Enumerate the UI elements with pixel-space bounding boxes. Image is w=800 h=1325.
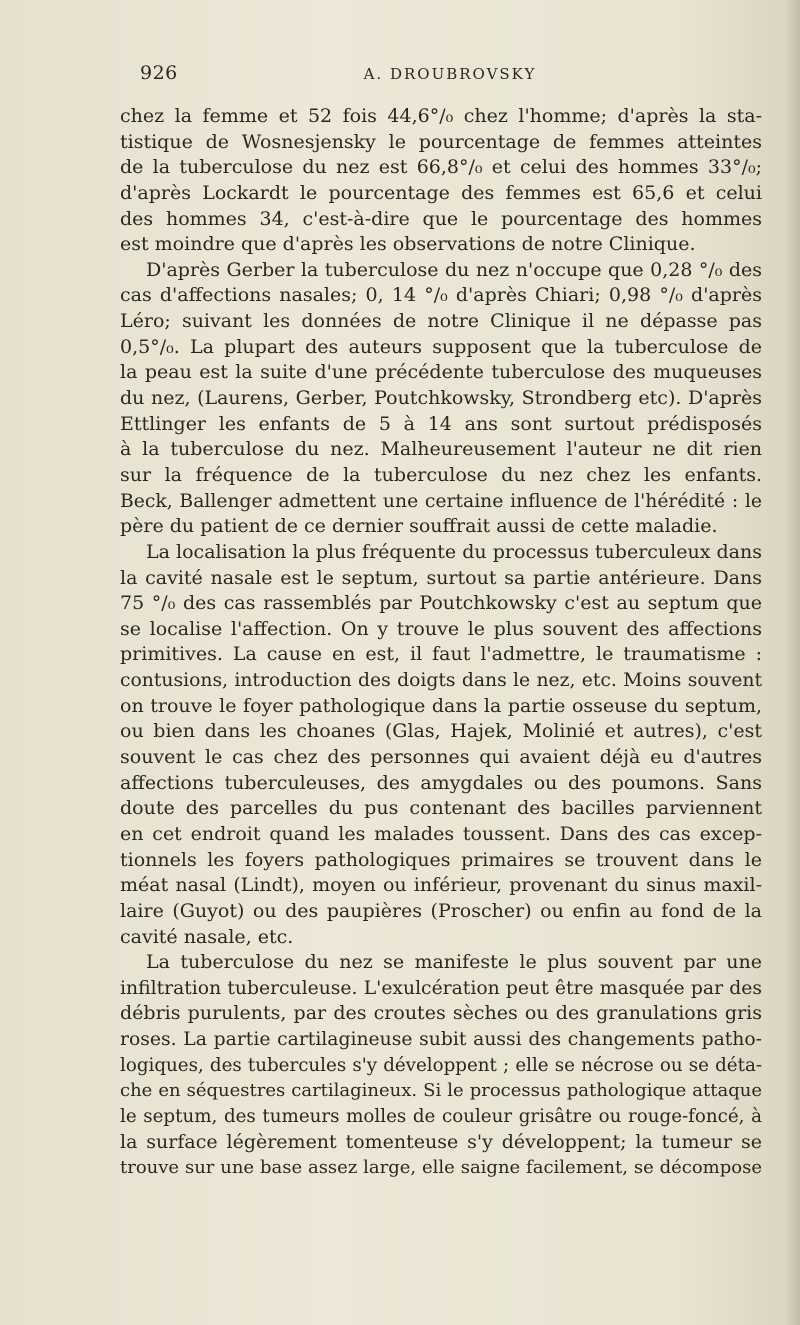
text-line: logiques, des tubercules s'y développent ; elle se nécrose ou se déta- (120, 1054, 762, 1076)
text-line: affections tuberculeuses, des amygdales ou des poumons. Sans (120, 771, 762, 794)
text-line: de la tuberculose du nez est 66,8°/₀ et celui des hommes 33°/₀; (120, 156, 762, 179)
page-number: 926 (140, 62, 178, 84)
text-line: laire (Guyot) ou des paupières (Proscher) ou enfin au fond de la (120, 899, 762, 922)
text-line: 0,5°/₀. La plupart des auteurs supposent que la tuberculose de (120, 335, 762, 358)
text-line: débris purulents, par des croutes sèches ou des granulations gris (120, 1002, 762, 1025)
text-line: Léro; suivant les données de notre Clinique il ne dépasse pas (120, 310, 762, 333)
text-line: la surface légèrement tomenteuse s'y développent; la tumeur se (120, 1130, 762, 1153)
text-line: méat nasal (Lindt), moyen ou inférieur, provenant du sinus maxil- (120, 874, 762, 897)
text-line: la cavité nasale est le septum, surtout sa partie antérieure. Dans (120, 566, 762, 589)
text-line: doute des parcelles du pus contenant des bacilles parviennent (120, 797, 762, 820)
text-line: chez la femme et 52 fois 44,6°/₀ chez l'homme; d'après la sta- (120, 105, 762, 127)
text-line: La tuberculose du nez se manifeste le plus souvent par une (146, 951, 762, 974)
text-line: on trouve le foyer pathologique dans la partie osseuse du septum, (120, 694, 762, 717)
text-line: infiltration tuberculeuse. L'exulcération peut être masquée par des (120, 977, 762, 999)
text-line: à la tuberculose du nez. Malheureusement l'auteur ne dit rien (120, 438, 762, 461)
text-line: du nez, (Laurens, Gerber, Poutchkowsky, Strondberg etc). D'après (120, 387, 762, 410)
text-line: cavité nasale, etc. (120, 925, 294, 948)
text-line: contusions, introduction des doigts dans le nez, etc. Moins souvent (120, 670, 762, 692)
text-line: Ettlinger les enfants de 5 à 14 ans sont surtout prédisposés (120, 412, 762, 435)
text-line: se localise l'affection. On y trouve le plus souvent des affections (120, 617, 762, 640)
text-line: tistique de Wosnesjensky le pourcentage de femmes atteintes (120, 130, 762, 153)
text-line: ou bien dans les choanes (Glas, Hajek, Molinié et autres), c'est (120, 720, 762, 743)
text-line: tionnels les foyers pathologiques primaires se trouvent dans le (120, 848, 762, 871)
text-line: est moindre que d'après les observations de notre Clinique. (120, 233, 696, 256)
body-text (120, 104, 762, 1181)
text-line: cas d'affections nasales; 0, 14 °/₀ d'après Chiari; 0,98 °/₀ d'après (120, 284, 762, 307)
text-line: Beck, Ballenger admettent une certaine influence de l'hérédité : le (120, 490, 762, 512)
text-line: roses. La partie cartilagineuse subit aussi des changements patho- (120, 1029, 762, 1051)
text-line: la peau est la suite d'une précédente tuberculose des muqueuses (120, 361, 762, 384)
text-line: D'après Gerber la tuberculose du nez n'occupe que 0,28 °/₀ des (146, 258, 762, 281)
text-line: La localisation la plus fréquente du processus tuberculeux dans (146, 540, 762, 563)
text-line: souvent le cas chez des personnes qui avaient déjà eu d'autres (120, 746, 762, 769)
text-line: père du patient de ce dernier souffrait aussi de cette maladie. (120, 515, 718, 538)
text-line: 75 °/₀ des cas rassemblés par Poutchkowsky c'est au septum que (120, 592, 762, 615)
text-line: d'après Lockardt le pourcentage des femmes est 65,6 et celui (120, 181, 762, 204)
text-line: che en séquestres cartilagineux. Si le processus pathologique attaque (120, 1080, 762, 1102)
page-edge-shadow (786, 0, 800, 1325)
text-line: des hommes 34, c'est-à-dire que le pourcentage des hommes (120, 207, 762, 230)
text-line: le septum, des tumeurs molles de couleur grisâtre ou rouge-foncé, à (120, 1105, 762, 1127)
text-line: en cet endroit quand les malades toussent. Dans des cas excep- (120, 822, 762, 845)
text-line: sur la fréquence de la tuberculose du nez chez les enfants. (120, 463, 762, 486)
text-line: primitives. La cause en est, il faut l'admettre, le traumatisme : (120, 643, 762, 666)
page-header (140, 62, 760, 88)
running-title: A. DROUBROVSKY (363, 65, 537, 83)
text-line: trouve sur une base assez large, elle saigne facilement, se décompose (120, 1157, 762, 1179)
